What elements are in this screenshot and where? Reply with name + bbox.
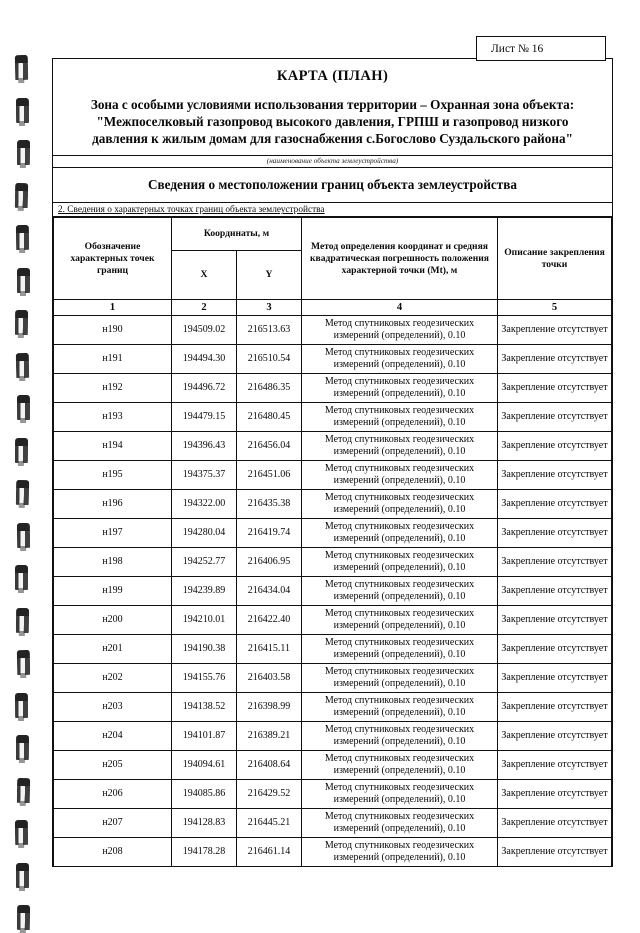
description-cell: Закрепление отсутствует — [498, 577, 612, 606]
table-row — [54, 345, 612, 374]
x-coordinate-cell: 194375.37 — [172, 461, 237, 490]
colnum-5: 5 — [498, 300, 612, 316]
scan-artifact-mark — [16, 97, 29, 122]
header-description: Описание закрепления точки — [498, 218, 612, 300]
point-cell: н207 — [54, 809, 172, 838]
page-title: КАРТА (ПЛАН) — [276, 68, 389, 84]
table-body — [54, 316, 612, 867]
colnum-2: 2 — [172, 300, 237, 316]
point-cell: н192 — [54, 374, 172, 403]
x-coordinate-cell: 194496.72 — [172, 374, 237, 403]
y-coordinate-cell: 216461.14 — [237, 838, 302, 867]
point-cell: н204 — [54, 722, 172, 751]
sheet-number-label: Лист № 16 — [491, 42, 544, 55]
x-coordinate-cell: 194280.04 — [172, 519, 237, 548]
table-row — [54, 548, 612, 577]
table-header — [54, 218, 612, 316]
point-cell: н193 — [54, 403, 172, 432]
table-row — [54, 577, 612, 606]
x-coordinate-cell: 194178.28 — [172, 838, 237, 867]
x-coordinate-cell: 194494.30 — [172, 345, 237, 374]
scan-artifact-mark — [16, 352, 29, 377]
document-frame — [52, 58, 613, 867]
header-point-designation: Обозначение характерных точек границ — [54, 218, 172, 300]
y-coordinate-cell: 216451.06 — [237, 461, 302, 490]
y-coordinate-cell: 216510.54 — [237, 345, 302, 374]
method-cell: Метод спутниковых геодезических измерений (определений), 0.10 — [302, 461, 498, 490]
y-coordinate-cell: 216422.40 — [237, 606, 302, 635]
table-row — [54, 722, 612, 751]
x-coordinate-cell: 194322.00 — [172, 490, 237, 519]
point-cell: н190 — [54, 316, 172, 345]
description-cell: Закрепление отсутствует — [498, 838, 612, 867]
x-coordinate-cell: 194085.86 — [172, 780, 237, 809]
description-cell: Закрепление отсутствует — [498, 635, 612, 664]
table-row — [54, 461, 612, 490]
method-cell: Метод спутниковых геодезических измерений (определений), 0.10 — [302, 780, 498, 809]
method-cell: Метод спутниковых геодезических измерений (определений), 0.10 — [302, 693, 498, 722]
method-cell: Метод спутниковых геодезических измерений (определений), 0.10 — [302, 809, 498, 838]
header-x: X — [172, 251, 237, 300]
scan-artifact-mark — [16, 607, 29, 632]
section-heading-location-info: Сведения о местоположении границ объекта землеустройства — [53, 168, 612, 203]
section-label-characteristic-points: 2. Сведения о характерных точках границ объекта землеустройства — [53, 203, 612, 217]
point-cell: н203 — [54, 693, 172, 722]
scan-artifact-mark — [17, 777, 30, 802]
point-cell: н191 — [54, 345, 172, 374]
header-coordinates: Координаты, м — [172, 218, 302, 251]
scan-artifact-mark — [15, 182, 28, 207]
x-coordinate-cell: 194128.83 — [172, 809, 237, 838]
method-cell: Метод спутниковых геодезических измерений (определений), 0.10 — [302, 838, 498, 867]
title-block — [53, 59, 612, 155]
method-cell: Метод спутниковых геодезических измерений (определений), 0.10 — [302, 519, 498, 548]
point-cell: н199 — [54, 577, 172, 606]
table-row — [54, 809, 612, 838]
characteristic-points-table — [53, 217, 612, 867]
scan-binding-artifacts — [0, 0, 52, 905]
description-cell: Закрепление отсутствует — [498, 403, 612, 432]
method-cell: Метод спутниковых геодезических измерений (определений), 0.10 — [302, 432, 498, 461]
description-cell: Закрепление отсутствует — [498, 809, 612, 838]
y-coordinate-cell: 216429.52 — [237, 780, 302, 809]
scan-artifact-mark — [17, 268, 30, 293]
description-cell: Закрепление отсутствует — [498, 664, 612, 693]
point-cell: н194 — [54, 432, 172, 461]
table-row — [54, 780, 612, 809]
scan-artifact-mark — [17, 140, 30, 165]
method-cell: Метод спутниковых геодезических измерений (определений), 0.10 — [302, 664, 498, 693]
sheet-number-box — [476, 36, 606, 61]
x-coordinate-cell: 194155.76 — [172, 664, 237, 693]
description-cell: Закрепление отсутствует — [498, 432, 612, 461]
point-cell: н205 — [54, 751, 172, 780]
table-row — [54, 693, 612, 722]
scan-artifact-mark — [15, 310, 28, 335]
description-cell: Закрепление отсутствует — [498, 548, 612, 577]
method-cell: Метод спутниковых геодезических измерений (определений), 0.10 — [302, 548, 498, 577]
table-row — [54, 490, 612, 519]
scan-artifact-mark — [17, 905, 30, 930]
point-cell: н200 — [54, 606, 172, 635]
description-cell: Закрепление отсутствует — [498, 374, 612, 403]
method-cell: Метод спутниковых геодезических измерений (определений), 0.10 — [302, 374, 498, 403]
scan-artifact-mark — [15, 437, 28, 462]
point-cell: н198 — [54, 548, 172, 577]
scan-artifact-mark — [15, 692, 28, 717]
method-cell: Метод спутниковых геодезических измерений (определений), 0.10 — [302, 577, 498, 606]
scan-artifact-mark — [15, 565, 28, 590]
description-cell: Закрепление отсутствует — [498, 316, 612, 345]
point-cell: н202 — [54, 664, 172, 693]
method-cell: Метод спутниковых геодезических измерений (определений), 0.10 — [302, 751, 498, 780]
y-coordinate-cell: 216445.21 — [237, 809, 302, 838]
description-cell: Закрепление отсутствует — [498, 490, 612, 519]
description-cell: Закрепление отсутствует — [498, 722, 612, 751]
method-cell: Метод спутниковых геодезических измерений (определений), 0.10 — [302, 490, 498, 519]
y-coordinate-cell: 216406.95 — [237, 548, 302, 577]
table-row — [54, 635, 612, 664]
y-coordinate-cell: 216408.64 — [237, 751, 302, 780]
table-row — [54, 751, 612, 780]
y-coordinate-cell: 216434.04 — [237, 577, 302, 606]
y-coordinate-cell: 216419.74 — [237, 519, 302, 548]
scan-artifact-mark — [16, 863, 29, 888]
scan-artifact-mark — [17, 395, 30, 420]
description-cell: Закрепление отсутствует — [498, 606, 612, 635]
colnum-4: 4 — [302, 300, 498, 316]
x-coordinate-cell: 194509.02 — [172, 316, 237, 345]
colnum-1: 1 — [54, 300, 172, 316]
method-cell: Метод спутниковых геодезических измерений (определений), 0.10 — [302, 722, 498, 751]
description-cell: Закрепление отсутствует — [498, 461, 612, 490]
method-cell: Метод спутниковых геодезических измерений (определений), 0.10 — [302, 316, 498, 345]
object-title-caption: (наименование объекта землеустройства) — [53, 155, 612, 168]
x-coordinate-cell: 194239.89 — [172, 577, 237, 606]
table-row — [54, 838, 612, 867]
colnum-3: 3 — [237, 300, 302, 316]
description-cell: Закрепление отсутствует — [498, 751, 612, 780]
x-coordinate-cell: 194101.87 — [172, 722, 237, 751]
x-coordinate-cell: 194094.61 — [172, 751, 237, 780]
description-cell: Закрепление отсутствует — [498, 519, 612, 548]
method-cell: Метод спутниковых геодезических измерений (определений), 0.10 — [302, 635, 498, 664]
point-cell: н196 — [54, 490, 172, 519]
point-cell: н197 — [54, 519, 172, 548]
table-row — [54, 519, 612, 548]
scan-artifact-mark — [16, 225, 29, 250]
y-coordinate-cell: 216456.04 — [237, 432, 302, 461]
y-coordinate-cell: 216486.35 — [237, 374, 302, 403]
table-row — [54, 403, 612, 432]
method-cell: Метод спутниковых геодезических измерений (определений), 0.10 — [302, 606, 498, 635]
x-coordinate-cell: 194210.01 — [172, 606, 237, 635]
method-cell: Метод спутниковых геодезических измерений (определений), 0.10 — [302, 403, 498, 432]
x-coordinate-cell: 194190.38 — [172, 635, 237, 664]
scan-artifact-mark — [17, 650, 30, 675]
y-coordinate-cell: 216480.45 — [237, 403, 302, 432]
table-row — [54, 432, 612, 461]
scan-artifact-mark — [15, 820, 28, 845]
description-cell: Закрепление отсутствует — [498, 693, 612, 722]
y-coordinate-cell: 216389.21 — [237, 722, 302, 751]
y-coordinate-cell: 216435.38 — [237, 490, 302, 519]
method-cell: Метод спутниковых геодезических измерений (определений), 0.10 — [302, 345, 498, 374]
x-coordinate-cell: 194138.52 — [172, 693, 237, 722]
object-title: Зона с особыми условиями использования территории – Охранная зона объекта: "Межпоселковый газопровод высокого давления, ГРПШ и газопровод низкого давления к жилым домам для газоснабжения с.Богослово Суздальского района" — [90, 97, 575, 147]
y-coordinate-cell: 216403.58 — [237, 664, 302, 693]
table-row — [54, 606, 612, 635]
point-cell: н201 — [54, 635, 172, 664]
x-coordinate-cell: 194396.43 — [172, 432, 237, 461]
scan-artifact-mark — [15, 55, 28, 80]
x-coordinate-cell: 194252.77 — [172, 548, 237, 577]
header-y: Y — [237, 251, 302, 300]
table-row — [54, 374, 612, 403]
y-coordinate-cell: 216398.99 — [237, 693, 302, 722]
point-cell: н206 — [54, 780, 172, 809]
description-cell: Закрепление отсутствует — [498, 345, 612, 374]
point-cell: н208 — [54, 838, 172, 867]
scan-artifact-mark — [16, 735, 29, 760]
scan-artifact-mark — [16, 480, 29, 505]
point-cell: н195 — [54, 461, 172, 490]
header-method: Метод определения координат и средняя квадратическая погрешность положения характерной точки (Mt), м — [302, 218, 498, 300]
y-coordinate-cell: 216415.11 — [237, 635, 302, 664]
table-column-numbers-row — [54, 300, 612, 316]
y-coordinate-cell: 216513.63 — [237, 316, 302, 345]
scan-artifact-mark — [17, 522, 30, 547]
description-cell: Закрепление отсутствует — [498, 780, 612, 809]
table-row — [54, 664, 612, 693]
x-coordinate-cell: 194479.15 — [172, 403, 237, 432]
table-row — [54, 316, 612, 345]
